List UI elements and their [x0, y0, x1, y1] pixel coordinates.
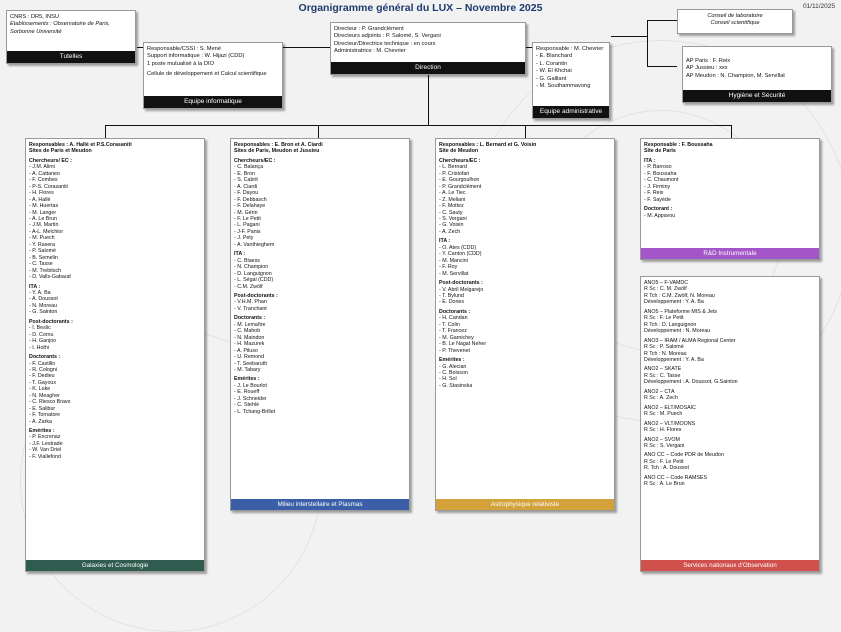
- member-item: - C. Stehlé: [234, 402, 260, 409]
- ano-group: [644, 452, 816, 471]
- ano-line: R Tch : N. Moreau: [644, 350, 687, 357]
- date-label: 01/11/2025: [802, 3, 835, 10]
- member-item: - K. Luke: [29, 386, 51, 393]
- member-item: - V.H.M. Phan: [234, 299, 267, 306]
- member-item: - M. Garnichey: [439, 334, 474, 341]
- member-item: - F. Dedieu: [29, 373, 55, 380]
- connector-line: [525, 125, 526, 138]
- team-responsables: Responsable : F. Boussaha: [644, 142, 713, 148]
- ano-group: [644, 338, 816, 364]
- admin-line: - E. Blanchard: [536, 53, 573, 60]
- tutelles-line: Etablissements : Observatoire de Paris, Sorbonne Université: [10, 21, 110, 35]
- member-item: - T. Colin: [439, 321, 460, 328]
- page-title: Organigramme général du LUX – Novembre 2025: [298, 2, 543, 14]
- member-item: - V. Abril Melgarejo: [439, 286, 484, 293]
- connector-line: [428, 75, 429, 126]
- ano-line: ANO2 – SVOM: [644, 436, 680, 443]
- member-item: - E. Dones: [439, 299, 465, 306]
- member-item: - P. Grandclément: [439, 183, 482, 190]
- member-item: - E. Bron: [234, 170, 255, 177]
- direction-line: Administratrice : M. Chevrier: [334, 48, 406, 55]
- equipe-administrative-box: [532, 42, 610, 119]
- member-item: - P. Barroso: [644, 164, 672, 171]
- member-item: - B. Le Nagat Neher: [439, 341, 487, 348]
- ano-line: R. Tch : A. Doussot: [644, 465, 689, 472]
- member-item: - F. Tornatore: [29, 412, 61, 419]
- member-item: - R. Cologni: [29, 366, 57, 373]
- ano-line: ANO2 – VLT/MOONS: [644, 420, 696, 427]
- ano-group: [644, 309, 816, 335]
- info-line: Cellule de développement et Calcul scientifique: [147, 71, 267, 78]
- member-item: - I. Beslic: [29, 325, 51, 332]
- ano-line: R Sc : M. Puech: [644, 411, 683, 418]
- team-column-galaxies: [25, 138, 205, 572]
- member-item: - F. Combes: [29, 177, 58, 184]
- ano-line: Développement : Y. A. Ba: [644, 299, 704, 306]
- member-item: - Y. Rasera: [29, 241, 56, 248]
- connector-line: [647, 20, 648, 67]
- ano-line: ANO3 – IRAM / ALMA Regional Center: [644, 337, 736, 344]
- member-item: - M. Tabary: [234, 366, 261, 373]
- member-item: - F. Dayou: [234, 190, 259, 197]
- member-item: - N. Moreau: [29, 302, 57, 309]
- direction-line: Directeur : P. Grandclément: [334, 26, 404, 32]
- ano-line: ANO CC – Code RAMSES: [644, 474, 707, 481]
- conseils-box: [677, 9, 793, 34]
- section-heading: Emérites :: [234, 376, 260, 383]
- member-item: - F. Boussaha: [644, 170, 677, 177]
- section-heading: Post-doctorants :: [439, 280, 483, 287]
- team-sites: Sites de Paris et Meudon: [29, 148, 92, 155]
- member-item: - O. Ates (CDD): [439, 244, 477, 251]
- ano-line: ANO2 – CTA: [644, 388, 675, 395]
- anos-label: Services nationaux d'Observation: [641, 560, 819, 571]
- section-heading: ITA :: [644, 157, 656, 164]
- team-label: Astrophysique relativiste: [436, 499, 614, 510]
- member-item: - N. Champion: [234, 264, 269, 271]
- member-item: - F. Delahaye: [234, 203, 266, 210]
- member-item: - H. Mazurek: [234, 341, 265, 348]
- member-item: - J. Le Bourlot: [234, 382, 267, 389]
- hygiene-line: AP Jussieu : xxx: [686, 65, 728, 72]
- info-line: Support informatique : W. Hijazi (CDD): [147, 53, 245, 60]
- member-item: - S. Vergani: [439, 215, 467, 222]
- member-item: - U. Remond: [234, 354, 265, 361]
- member-item: - C. Mahob: [234, 328, 261, 335]
- ano-line: Développement : N. Moreau: [644, 328, 711, 335]
- direction-line: Directeurs adjoints : P. Salomé, S. Vergani: [334, 33, 441, 40]
- member-item: - G. Stasinska: [439, 382, 473, 389]
- member-item: - H. Ganjoo: [29, 338, 57, 345]
- member-item: - G. Voisin: [439, 222, 464, 229]
- ano-line: R Sc : P. Salomé: [644, 344, 684, 351]
- ano-line: ANO2 – SKATE: [644, 366, 682, 373]
- member-item: - F. Mottez: [439, 203, 464, 210]
- hygiene-line: AP Paris : F. Reix: [686, 58, 731, 64]
- member-item: - L. Tchang-Brillet: [234, 408, 276, 415]
- team-column-relativiste: [435, 138, 615, 511]
- member-item: - Y. Canton (CDD): [439, 251, 482, 258]
- member-item: - P. Salomé: [29, 248, 56, 255]
- member-item: - A. Piluso: [234, 347, 258, 354]
- member-item: - E. Gourgoulhon: [439, 177, 480, 184]
- member-item: - J. Pety: [234, 235, 254, 242]
- member-item: - N. Maindon: [234, 334, 265, 341]
- team-label: R&D Instrumentale: [641, 248, 819, 259]
- member-item: - M. Lemaître: [234, 321, 266, 328]
- ano-line: R Sc : A. Le Brun: [644, 481, 685, 488]
- member-item: - I. Hothi: [29, 344, 50, 351]
- team-column-milieu: [230, 138, 410, 511]
- member-item: - H. Flores: [29, 190, 54, 197]
- admin-line: - W. El Khchai: [536, 68, 572, 75]
- section-heading: ITA :: [439, 238, 451, 245]
- member-item: - F. Le Petit: [234, 215, 261, 222]
- ano-line: R Sc : H. Flores: [644, 427, 682, 434]
- team-responsables: Responsables : A. Hallé et P.S.Corasaniti: [29, 142, 132, 148]
- member-item: - F. Castillo: [29, 360, 56, 367]
- team-responsables: Responsables : L. Bernard et G. Voisin: [439, 142, 537, 148]
- conseil-line: Conseil de laboratoire: [707, 13, 763, 19]
- member-item: - A. Cattaneo: [29, 170, 60, 177]
- section-heading: Chercheurs/EC :: [234, 157, 276, 164]
- member-item: - F. Viallefond: [29, 453, 61, 460]
- member-item: - V. Tranchant: [234, 305, 267, 312]
- member-item: - H. Candan: [439, 315, 468, 322]
- direction-line: Directeur/Directrice technique : en cours: [334, 40, 436, 47]
- member-item: - M. Appavou: [644, 212, 676, 219]
- admin-line: - M. Southammavong: [536, 83, 591, 90]
- member-item: - A. Vanthieghem: [234, 241, 275, 248]
- connector-line: [731, 125, 732, 138]
- section-heading: ITA :: [29, 283, 41, 290]
- direction-box: [330, 22, 526, 75]
- member-item: - C.M. Zwölf: [234, 283, 263, 290]
- ano-line: R Sc : F. Le Petit: [644, 458, 684, 465]
- ano-line: ANO2 – ELT/MOSAIC: [644, 404, 697, 411]
- hygiene-label: Hygiène et Sécurité: [683, 90, 831, 102]
- anos-column: [640, 276, 820, 572]
- tutelles-box: [6, 10, 136, 64]
- team-label: Milieu interstellaire et Plasmas: [231, 499, 409, 510]
- member-item: - M. Langer: [29, 209, 57, 216]
- tutelles-label: Tutelles: [7, 51, 135, 63]
- section-heading: Emérites :: [29, 428, 55, 435]
- member-item: - J.M. Martin: [29, 222, 59, 229]
- member-item: - F. Roy: [439, 264, 458, 271]
- section-heading: Chercheurs/EC :: [439, 157, 481, 164]
- member-item: - H. Sol: [439, 376, 457, 383]
- member-item: - L. Bernard: [439, 164, 467, 171]
- member-item: - M. Puech: [29, 235, 55, 242]
- section-heading: Emérites :: [439, 357, 465, 364]
- section-heading: Doctorant :: [644, 206, 673, 213]
- member-item: - A. Le Tiec: [439, 190, 466, 197]
- member-item: - C. Tasse: [29, 261, 53, 268]
- member-item: - J-F. Panis: [234, 228, 261, 235]
- equipe-informatique-box: [143, 42, 283, 109]
- member-item: - G. Alecian: [439, 363, 467, 370]
- ano-group: [644, 280, 816, 306]
- member-item: - C. Riesco Bravo: [29, 399, 71, 406]
- section-heading: ITA :: [234, 251, 246, 258]
- member-item: - T. Seebaruth: [234, 360, 268, 367]
- member-item: - A. Ciardi: [234, 183, 258, 190]
- section-heading: Post-doctorants :: [234, 292, 278, 299]
- member-item: - F. Sayède: [644, 196, 671, 203]
- member-item: - W. Van Driel: [29, 447, 62, 454]
- member-item: - E. Salibur: [29, 405, 56, 412]
- ano-group: [644, 366, 816, 385]
- ano-line: ANO CC – Code PDR de Meudon: [644, 452, 724, 459]
- team-sites: Site de Paris: [644, 148, 676, 155]
- ano-line: R Sc : C. M. Zwölf: [644, 286, 687, 293]
- section-heading: Doctorants :: [439, 308, 471, 315]
- member-item: - Z. Meliani: [439, 196, 466, 203]
- ano-group: [644, 475, 816, 488]
- team-responsables: Responsables : E. Bron et A. Ciardi: [234, 142, 323, 148]
- ano-line: R Sc : F. Le Petit: [644, 315, 684, 322]
- member-item: - Y. A. Ba: [29, 289, 51, 296]
- member-item: - J.M. Alimi: [29, 164, 55, 171]
- member-item: - A. Zarka: [29, 418, 52, 425]
- member-item: - A. Zech: [439, 228, 461, 235]
- member-item: - A. Hallé: [29, 196, 51, 203]
- ano-line: R Tch : C.M. Zwölf, N. Moreau: [644, 292, 715, 299]
- member-item: - B. Semelin: [29, 254, 58, 261]
- member-item: - M. Huertas: [29, 203, 59, 210]
- ano-line: ANO5 – Plateforme MIS & Jets: [644, 308, 718, 315]
- member-item: - P-S. Corasaniti: [29, 183, 68, 190]
- tutelles-line: CNRS : DR5, INSU: [10, 14, 59, 20]
- admin-line: - G. Gaillant: [536, 75, 567, 82]
- connector-line: [318, 125, 319, 138]
- section-heading: Doctorants :: [29, 354, 61, 361]
- member-item: - C. Balança: [234, 164, 264, 171]
- equipe-informatique-label: Equipe informatique: [144, 96, 282, 108]
- member-item: - D. Languignon: [234, 270, 272, 277]
- admin-line: - L. Corantin: [536, 60, 568, 67]
- member-item: - M. Mancini: [439, 257, 468, 264]
- team-label: Galaxies et Cosmologie: [26, 560, 204, 571]
- ano-line: R Sc : A. Zech: [644, 395, 678, 402]
- member-item: - A. Le Brun: [29, 215, 57, 222]
- connector-line: [105, 125, 732, 126]
- equipe-administrative-label: Equipe administrative: [533, 106, 609, 118]
- member-item: - E. Roueff: [234, 389, 260, 396]
- ano-line: ANO5 – F-VAMDC: [644, 280, 689, 286]
- section-heading: Doctorants :: [234, 315, 266, 322]
- member-item: - C. Blaess: [234, 257, 260, 264]
- ano-group: [644, 421, 816, 434]
- member-item: - D. Valls-Gabaud: [29, 274, 71, 281]
- member-item: - A-L. Melchior: [29, 228, 64, 235]
- member-item: - A. Doussot: [29, 296, 58, 303]
- info-line: Responsable/CSSI : S. Mené: [147, 46, 221, 52]
- ano-line: Développement : Y. A. Ba: [644, 356, 704, 363]
- connector-line: [647, 20, 677, 21]
- info-line: 1 poste mutualisé à la DIO: [147, 60, 215, 67]
- team-sites: Site de Meudon: [439, 148, 479, 155]
- ano-line: R Sc : C. Tasse: [644, 372, 681, 379]
- member-item: - T. Bylund: [439, 292, 464, 299]
- member-item: - G. Sainton: [29, 309, 58, 316]
- member-item: - M. Gérin: [234, 209, 258, 216]
- member-item: - P. Thevenet: [439, 347, 471, 354]
- member-item: - T. Francez: [439, 328, 467, 335]
- member-item: - F. Debbasch: [234, 196, 267, 203]
- direction-label: Direction: [331, 62, 525, 74]
- hygiene-box: [682, 46, 832, 103]
- member-item: - C. Sauty: [439, 209, 463, 216]
- team-sites: Sites de Paris, Meudon et Jussieu: [234, 148, 320, 155]
- member-item: - P. Cristofari: [439, 170, 470, 177]
- member-item: - S. Cabrit: [234, 177, 258, 184]
- ano-group: [644, 437, 816, 450]
- member-item: - J. Schneider: [234, 395, 267, 402]
- member-item: - N. Meagher: [29, 392, 60, 399]
- member-item: - F. Reix: [644, 190, 664, 197]
- conseil-line: Conseil scientifique: [710, 20, 760, 27]
- member-item: - D. Cornu: [29, 331, 54, 338]
- ano-line: R Sc : S. Vergani: [644, 442, 685, 449]
- member-item: - P. Encrenaz: [29, 434, 61, 441]
- member-item: - C. Boisson: [439, 369, 468, 376]
- section-heading: Post-doctorants :: [29, 318, 73, 325]
- ano-group: [644, 405, 816, 418]
- section-heading: Chercheurs/ EC :: [29, 157, 72, 164]
- connector-line: [611, 36, 647, 37]
- member-item: - C. Chaumont: [644, 177, 679, 184]
- member-item: - M. Trebitsch: [29, 267, 62, 274]
- connector-line: [647, 66, 677, 67]
- ano-line: R Tch : D. Languignon: [644, 321, 697, 328]
- hygiene-line: AP Meudon : N. Champion, M. Servillat: [686, 72, 785, 79]
- team-column-rd: [640, 138, 820, 260]
- member-item: - M. Servillat: [439, 270, 469, 277]
- ano-line: Développement : A. Doussot, G.Sainton: [644, 379, 738, 386]
- member-item: - T. Gayoux: [29, 379, 56, 386]
- member-item: - J.F. Lestrade: [29, 440, 63, 447]
- connector-line: [105, 125, 106, 138]
- admin-line: Responsable : M. Chevrier: [536, 46, 604, 52]
- member-item: - J. Firminy: [644, 183, 671, 190]
- member-item: - L. Pagani: [234, 222, 260, 229]
- ano-group: [644, 389, 816, 402]
- member-item: - L. Ségal (CDD): [234, 277, 274, 284]
